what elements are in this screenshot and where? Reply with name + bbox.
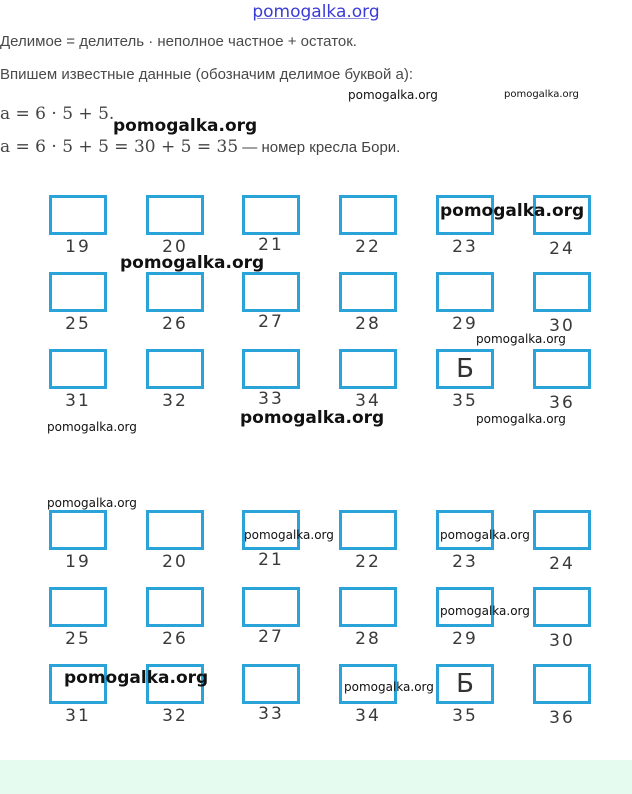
seat-number: 24 (549, 239, 575, 259)
seat-number: 32 (162, 706, 188, 726)
seat-box (49, 587, 107, 627)
seat-box (339, 272, 397, 312)
seat-box (146, 195, 204, 235)
seat-box (49, 272, 107, 312)
seat-box (533, 664, 591, 704)
seat-box (49, 195, 107, 235)
equation-1: a = 6 · 5 + 5. (0, 104, 115, 124)
watermark-text: pomogalka.org (348, 88, 438, 102)
seat-box (242, 349, 300, 389)
seat-number: 31 (65, 706, 91, 726)
seat-number: 22 (355, 552, 381, 572)
seat-number: 27 (258, 312, 284, 332)
seat-number: 30 (549, 631, 575, 651)
top-watermark: pomogalka.org (252, 2, 380, 22)
seat-number: 35 (452, 706, 478, 726)
seat-box (242, 664, 300, 704)
seat-number: 20 (162, 237, 188, 257)
seat-number: 31 (65, 391, 91, 411)
seat-number: 26 (162, 629, 188, 649)
equation-2 (0, 137, 400, 157)
watermark-text: pomogalka.org (240, 408, 385, 428)
seat-number: 30 (549, 316, 575, 336)
watermark-text: pomogalka.org (120, 253, 265, 273)
seat-box (436, 272, 494, 312)
seat-number: 34 (355, 706, 381, 726)
seat-box (242, 272, 300, 312)
watermark-text: pomogalka.org (47, 496, 137, 510)
watermark-text: pomogalka.org (440, 201, 585, 221)
seat-occupant-letter: Б (456, 669, 474, 699)
equation-2-tail: — номер кресла Бори. (238, 139, 401, 156)
seat-box (339, 349, 397, 389)
seat-number: 25 (65, 314, 91, 334)
seat-box (436, 664, 494, 704)
instruction-sentence: Впишем известные данные (обозначим делимое буквой a): (0, 66, 414, 83)
seat-number: 26 (162, 314, 188, 334)
watermark-text: pomogalka.org (244, 528, 334, 542)
seat-box (436, 349, 494, 389)
watermark-text: pomogalka.org (64, 668, 209, 688)
seat-number: 23 (452, 552, 478, 572)
seat-number: 36 (549, 708, 575, 728)
seat-box (339, 510, 397, 550)
seat-number: 19 (65, 552, 91, 572)
seat-number: 21 (258, 550, 284, 570)
seat-number: 21 (258, 235, 284, 255)
seat-number: 35 (452, 391, 478, 411)
seat-box (533, 510, 591, 550)
seat-box (146, 349, 204, 389)
seat-box (146, 587, 204, 627)
rule-sentence: Делимое = делитель · неполное частное + остаток. (0, 33, 357, 50)
bottom-band (0, 760, 632, 794)
seat-number: 29 (452, 629, 478, 649)
watermark-text: pomogalka.org (476, 332, 566, 346)
seat-box (533, 349, 591, 389)
seat-box (242, 587, 300, 627)
seat-number: 24 (549, 554, 575, 574)
seat-number: 25 (65, 629, 91, 649)
watermark-text: pomogalka.org (440, 604, 530, 618)
seat-number: 28 (355, 629, 381, 649)
seat-box (533, 587, 591, 627)
seat-number: 23 (452, 237, 478, 257)
seat-number: 19 (65, 237, 91, 257)
seat-box (146, 272, 204, 312)
seat-box (146, 510, 204, 550)
seat-number: 32 (162, 391, 188, 411)
seat-box (242, 195, 300, 235)
seat-box (49, 510, 107, 550)
seat-number: 36 (549, 393, 575, 413)
seat-number: 33 (258, 389, 284, 409)
watermark-text: pomogalka.org (440, 528, 530, 542)
seat-box (49, 349, 107, 389)
seat-number: 29 (452, 314, 478, 334)
seat-number: 27 (258, 627, 284, 647)
equation-2-math: a = 6 · 5 + 5 = 30 + 5 = 35 (0, 137, 239, 157)
seat-number: 22 (355, 237, 381, 257)
seat-number: 34 (355, 391, 381, 411)
watermark-text: pomogalka.org (504, 89, 579, 100)
seat-occupant-letter: Б (456, 354, 474, 384)
watermark-text: pomogalka.org (113, 116, 258, 136)
watermark-text: pomogalka.org (476, 412, 566, 426)
seat-number: 28 (355, 314, 381, 334)
seat-box (533, 272, 591, 312)
watermark-text: pomogalka.org (47, 420, 137, 434)
seat-box (339, 587, 397, 627)
seat-number: 20 (162, 552, 188, 572)
watermark-text: pomogalka.org (344, 680, 434, 694)
seat-number: 33 (258, 704, 284, 724)
seat-box (339, 195, 397, 235)
